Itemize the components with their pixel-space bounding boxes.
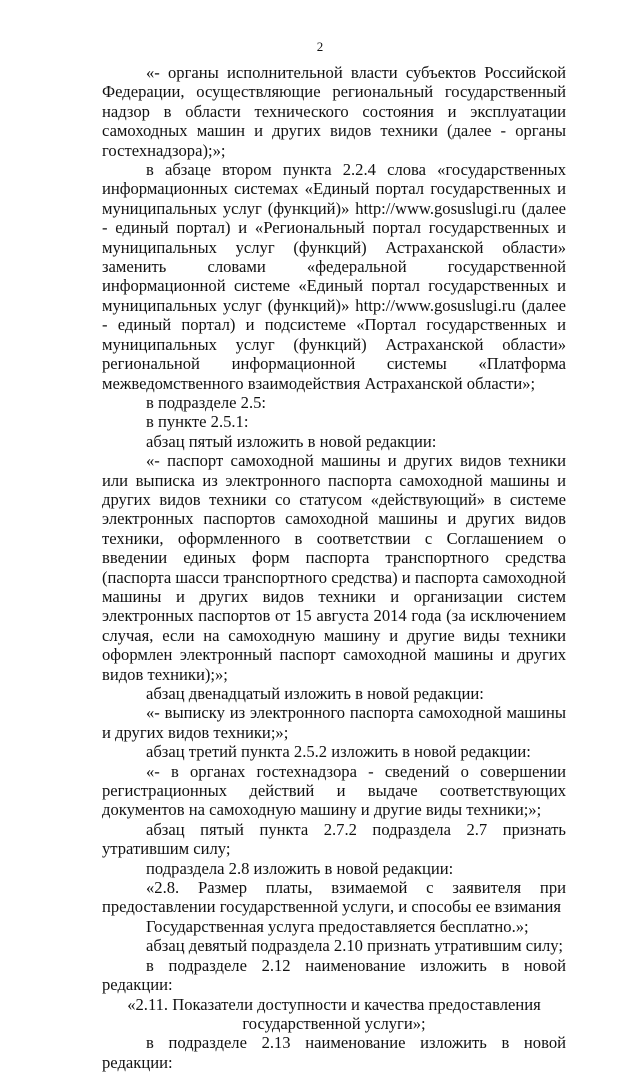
paragraph-2-8-fee: «2.8. Размер платы, взимаемой с заявителя при предоставлении государственной услуги, и способы ее взимания <box>102 878 566 917</box>
paragraph-2-12-title: в подразделе 2.12 наименование изложить в новой редакции: <box>102 955 566 995</box>
paragraph-2-13-title: в подразделе 2.13 наименование изложить в новой редакции: <box>102 1033 566 1072</box>
paragraph-free-of-charge: Государственная услуга предоставляется бесплатно.»; <box>146 916 529 936</box>
paragraph-2-7-2-void: абзац пятый пункта 2.7.2 подраздела 2.7 признать утратившим силу; <box>102 819 566 859</box>
paragraph-gostekhnadzor-bodies: «- органы исполнительной власти субъектов Российской Федерации, осуществляющие региональный государственный надзор в области технического состояния и эксплуатации самоходных машин и других видов техники (далее - органы гостехнадзора);»; <box>102 63 566 160</box>
paragraph-subsection-2-8: подраздела 2.8 изложить в новой редакции: <box>146 858 454 878</box>
paragraph-extract-clause: «- выписку из электронного паспорта самоходной машины и других видов техники;»; <box>102 703 566 742</box>
paragraph-passport-clause: «- паспорт самоходной машины и других видов техники или выписка из электронного паспорта самоходной машины и других видов техники со статусом «действующий» в системе электронных паспортов самоходной машины и других видов техники, оформленного в соответствии с Соглашением о введении единых форм паспорта транспортного средства (паспорта шасси транспортного средства) и паспорта самоходной машины и других видов техники и организации систем электронных паспортов от 15 августа 2014 года (за исключением случая, если на самоходную машину и другие виды техники оформлен электронный паспорт самоходной машины и других видов техники);»; <box>102 451 566 684</box>
page-number: 2 <box>316 39 324 54</box>
paragraph-subsection-2-5: в подразделе 2.5: <box>146 392 266 412</box>
paragraph-point-2-5-2: абзац третий пункта 2.5.2 изложить в новой редакции: <box>146 742 531 762</box>
paragraph-2-11-heading: «2.11. Показатели доступности и качества предоставления государственной услуги»; <box>127 994 541 1033</box>
paragraph-registration-info-clause: «- в органах гостехнадзора - сведений о совершении регистрационных действий и выдаче соответствующих документов на самоходную машину и другие виды техники;»; <box>102 761 566 820</box>
paragraph-twelfth-para-new-edition: абзац двенадцатый изложить в новой редакции: <box>146 684 484 703</box>
paragraph-2-10-void: абзац девятый подраздела 2.10 признать утратившим силу; <box>146 936 563 956</box>
document-body <box>102 63 566 1072</box>
paragraph-fifth-para-new-edition: абзац пятый изложить в новой редакции: <box>146 431 437 451</box>
paragraph-2-2-4-amendment: в абзаце втором пункта 2.2.4 слова «государственных информационных системах «Единый портал государственных и муниципальных услуг (функций)» http://www.gosuslugi.ru (далее - единый портал) и «Региональный портал государственных и муниципальных услуг (функций) Астраханской области» заменить словами «федеральной государственной информационной системе «Единый портал государственных и муниципальных услуг (функций)» http://www.gosuslugi.ru (далее - единый портал) и подсистеме «Портал государственных и муниципальных услуг (функций) Астраханской области» региональной информационной системы «Платформа межведомственного взаимодействия Астраханской области»; <box>102 160 566 393</box>
paragraph-point-2-5-1: в пункте 2.5.1: <box>146 412 249 432</box>
